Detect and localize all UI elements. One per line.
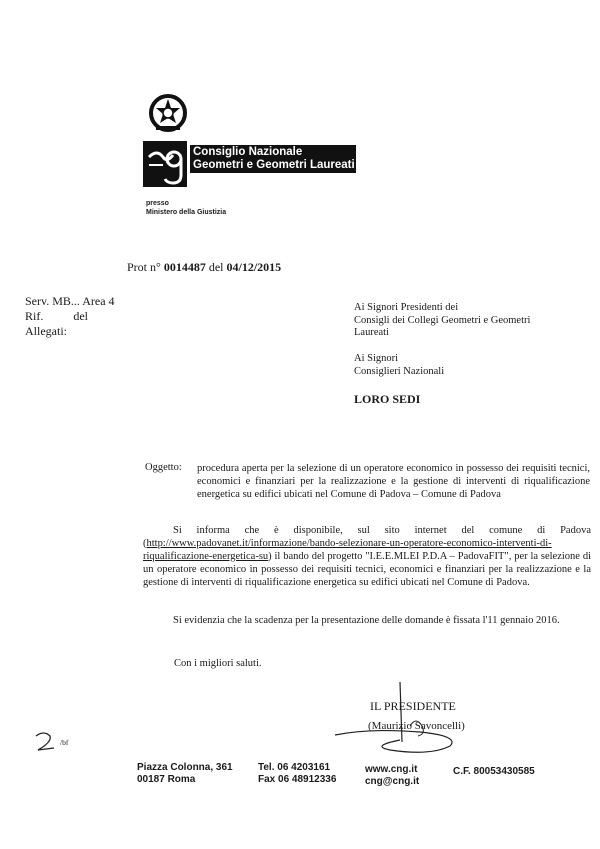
recipient-line: Consiglieri Nazionali <box>354 366 445 377</box>
rif-label: Rif. <box>25 309 44 323</box>
ministero-label: Ministero della Giustizia <box>146 209 227 216</box>
subject-label: Oggetto: <box>145 462 182 473</box>
presso-label: presso <box>146 200 169 207</box>
org-name-line2: Geometri e Geometri Laureati <box>193 159 355 171</box>
protocol-date: 04/12/2015 <box>226 260 282 274</box>
org-name-band <box>190 145 356 173</box>
rif-line <box>25 309 88 324</box>
subject-text: procedura aperta per la selezione di un operatore economico in possesso dei requisiti tecnici, economici e finanziari per la realizzazione e la gestione di interventi di riqualificazione energetica su edifici ubicati nel Comune di Padova – Comune di Padova <box>197 463 590 500</box>
loro-sedi-label: LORO SEDI <box>354 392 421 406</box>
serv-line: Serv. MB... Area 4 <box>25 294 115 308</box>
p1-before: Si informa che è disponibile, sul sito internet del comune di Padova ( <box>143 525 591 549</box>
rif-del-label: del <box>73 309 89 323</box>
signatory-name: (Maurizio Savoncelli) <box>368 720 465 732</box>
p1-after: ) il bando del progetto "I.E.E.MLEI P.D.A – PadovaFIT", per la selezione di un operatore economico in possesso dei requisiti tecnici, economici e finanziari per la realizzazione e la gestione di interventi di riqualificazione energetica su edifici ubicati nel Comune di Padova. <box>143 551 591 588</box>
typist-initials: /bf <box>60 738 69 747</box>
footer-fax: Fax 06 48912336 <box>258 774 337 785</box>
footer-address-line1: Piazza Colonna, 361 <box>137 762 233 773</box>
recipient-line: Consigli dei Collegi Geometri e Geometri <box>354 315 531 326</box>
allegati-line: Allegati: <box>25 324 67 338</box>
footer-website-link[interactable]: www.cng.it <box>365 764 418 775</box>
footer-fiscal-code: C.F. 80053430585 <box>453 766 535 777</box>
footer-tel: Tel. 06 4203161 <box>258 762 331 773</box>
padovanet-link[interactable]: http://www.padovanet.it/informazione/bando-selezionare-un-operatore-economico-interventi-di-riqualificazione-energetica-su <box>143 538 552 562</box>
org-name-line1: Consiglio Nazionale <box>193 146 303 158</box>
footer-web <box>365 764 419 788</box>
italian-republic-emblem-icon <box>148 93 188 133</box>
footer-email-link[interactable]: cng@cng.it <box>365 776 420 787</box>
protocol-del: del <box>208 260 224 274</box>
recipient-line: Laureati <box>354 327 389 338</box>
body-paragraph-2: Si evidenzia che la scadenza per la presentazione delle domande è fissata l'11 gennaio 2016. <box>173 615 560 626</box>
body-paragraph-1 <box>143 524 591 589</box>
footer-phones <box>258 762 336 786</box>
footer-address-line2: 00187 Roma <box>137 774 196 785</box>
recipient-line: Ai Signori Presidenti dei <box>354 302 459 313</box>
closing-greeting: Con i migliori saluti. <box>174 658 262 669</box>
signatory-title: IL PRESIDENTE <box>370 699 456 713</box>
protocol-number: 0014487 <box>163 260 206 274</box>
protocol-line <box>127 260 281 275</box>
recipient-line: Ai Signori <box>354 353 399 364</box>
cng-logo-icon <box>143 141 187 187</box>
footer-address <box>137 762 233 786</box>
protocol-prefix: Prot n° <box>127 260 161 274</box>
